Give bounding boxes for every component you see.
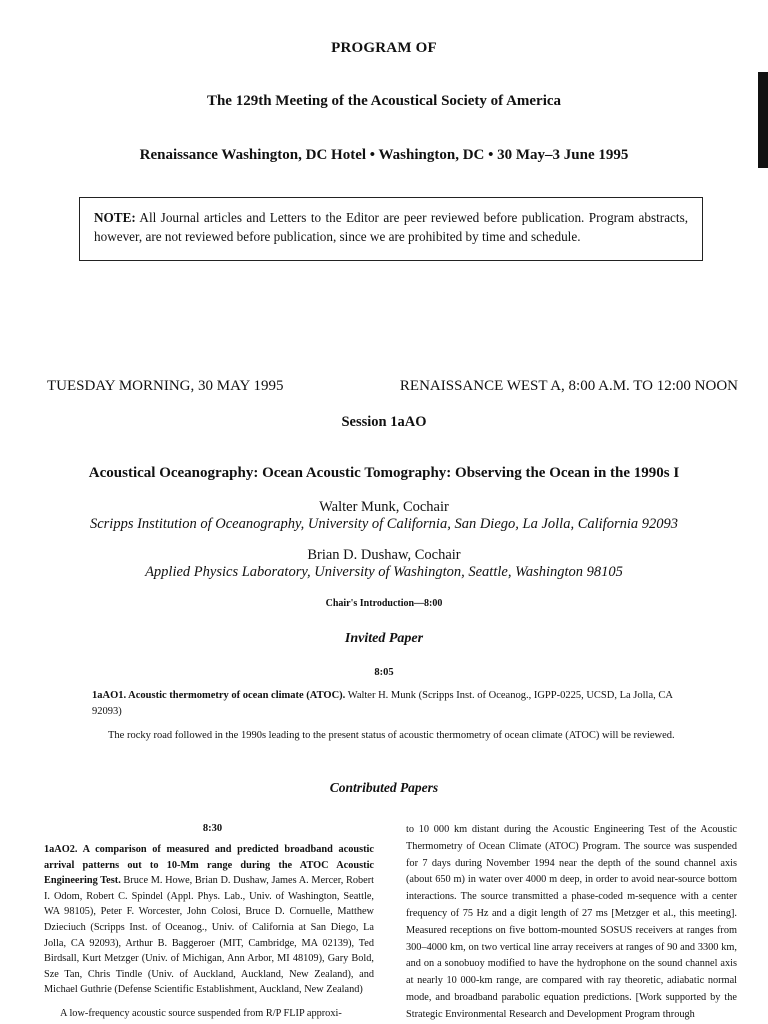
meeting-title: The 129th Meeting of the Acoustical Society of America xyxy=(206,93,562,109)
program-heading: PROGRAM OF xyxy=(331,40,437,56)
paper-2-title: 1aAO2. A comparison of measured and predicted broadband acoustic arrival patterns out to 10-Mm range during the ATOC Acoustic Engineering Test. xyxy=(44,844,374,887)
session-day: TUESDAY MORNING, 30 MAY 1995 xyxy=(47,378,284,394)
cochair-2-name: Brian D. Dushaw, Cochair xyxy=(307,547,461,563)
paper-2-abstract-continued: to 10 000 km distant during the Acoustic Engineering Test of the Acoustic Thermometry of Ocean Climate (ATOC) Program. The source was suspended for 7 days during November 1994 near the depth of the sound channel axis (about 650 m) in water over 4000 m deep, in order to avoid near-source bottom interactions. The source transmitted a phase-coded m-sequence with a center frequency of 75 Hz and a digit length of 27 ms [Metzger et al., this meeting]. Measured receptions on five bottom-mounted SOSUS receivers at ranges from 300–4000 km, on two vertical line array receivers at ranges of 90 and 3300 km, and on a sonobuoy modified to have the hydrophone on the sound channel axis at nearly 10 000-km range, are compared with ray theoretic, adiabatic normal mode, and broadband parabolic equation predictions. [Work supported by the Strategic Environmental Research and Development Program through xyxy=(406,824,737,1020)
cochair-1-institution: Scripps Institution of Oceanography, University of California, San Diego, La Jolla, California 92093 xyxy=(89,516,679,532)
paper-2-authors: Bruce M. Howe, Brian D. Dushaw, James A. Mercer, Robert I. Odom, Robert C. Spindel (Appl. Phys. Lab., Univ. of Washington, Seattle, WA 98105), Peter F. Worcester, John Colosi, Bruce D. Cornuelle, Matthew Dzieciuch (Scripps Inst. of Oceanog., Univ. of California at San Diego, La Jolla, CA 92093), Arthur B. Baggeroer (MIT, Cambridge, MA 02139), Ted Birdsall, Kurt Metzger (Univ. of Michigan, Ann Arbor, MI 48109), Gary Bold, Sze Tan, Chris Tindle (Univ. of Auckland, Auckland, New Zealand), and Michael Guthrie (Defense Scientific Establishment, Auckland, New Zealand) xyxy=(44,875,374,996)
paper-2-header xyxy=(44,842,374,998)
note-text: All Journal articles and Letters to the Editor are peer reviewed before publication. Program abstracts, however, are not reviewed before publication, since we are prohibited by time and schedule. xyxy=(94,210,688,244)
venue-line: Renaissance Washington, DC Hotel • Washington, DC • 30 May–3 June 1995 xyxy=(139,147,629,163)
invited-paper-heading: Invited Paper xyxy=(344,631,424,646)
paper-2-time: 8:30 xyxy=(202,823,223,834)
paper-1-title: 1aAO1. Acoustic thermometry of ocean climate (ATOC). xyxy=(92,690,346,701)
paper-1-time: 8:05 xyxy=(374,667,394,678)
paper-1-abstract: The rocky road followed in the 1990s leading to the present status of acoustic thermometry of ocean climate (ATOC) will be reviewed. xyxy=(108,730,675,741)
contributed-papers-heading: Contributed Papers xyxy=(329,780,439,795)
paper-2-abstract-start: A low-frequency acoustic source suspended from R/P FLIP approxi- xyxy=(60,1008,342,1019)
session-title: Acoustical Oceanography: Ocean Acoustic Tomography: Observing the Ocean in the 1990s I xyxy=(88,465,680,481)
session-room: RENAISSANCE WEST A, 8:00 A.M. TO 12:00 NOON xyxy=(399,378,738,394)
session-code: Session 1aAO xyxy=(341,414,427,430)
note-label: NOTE: xyxy=(94,210,136,225)
cochair-1-name: Walter Munk, Cochair xyxy=(319,499,449,515)
note-box xyxy=(79,197,703,261)
chair-introduction: Chair's Introduction—8:00 xyxy=(325,598,443,609)
paper-1-header xyxy=(92,688,702,720)
cochair-2-institution: Applied Physics Laboratory, University of Washington, Seattle, Washington 98105 xyxy=(145,564,623,580)
paper-1-authors: Walter H. Munk (Scripps Inst. of Oceanog., IGPP-0225, UCSD, La Jolla, CA 92093) xyxy=(92,690,673,717)
